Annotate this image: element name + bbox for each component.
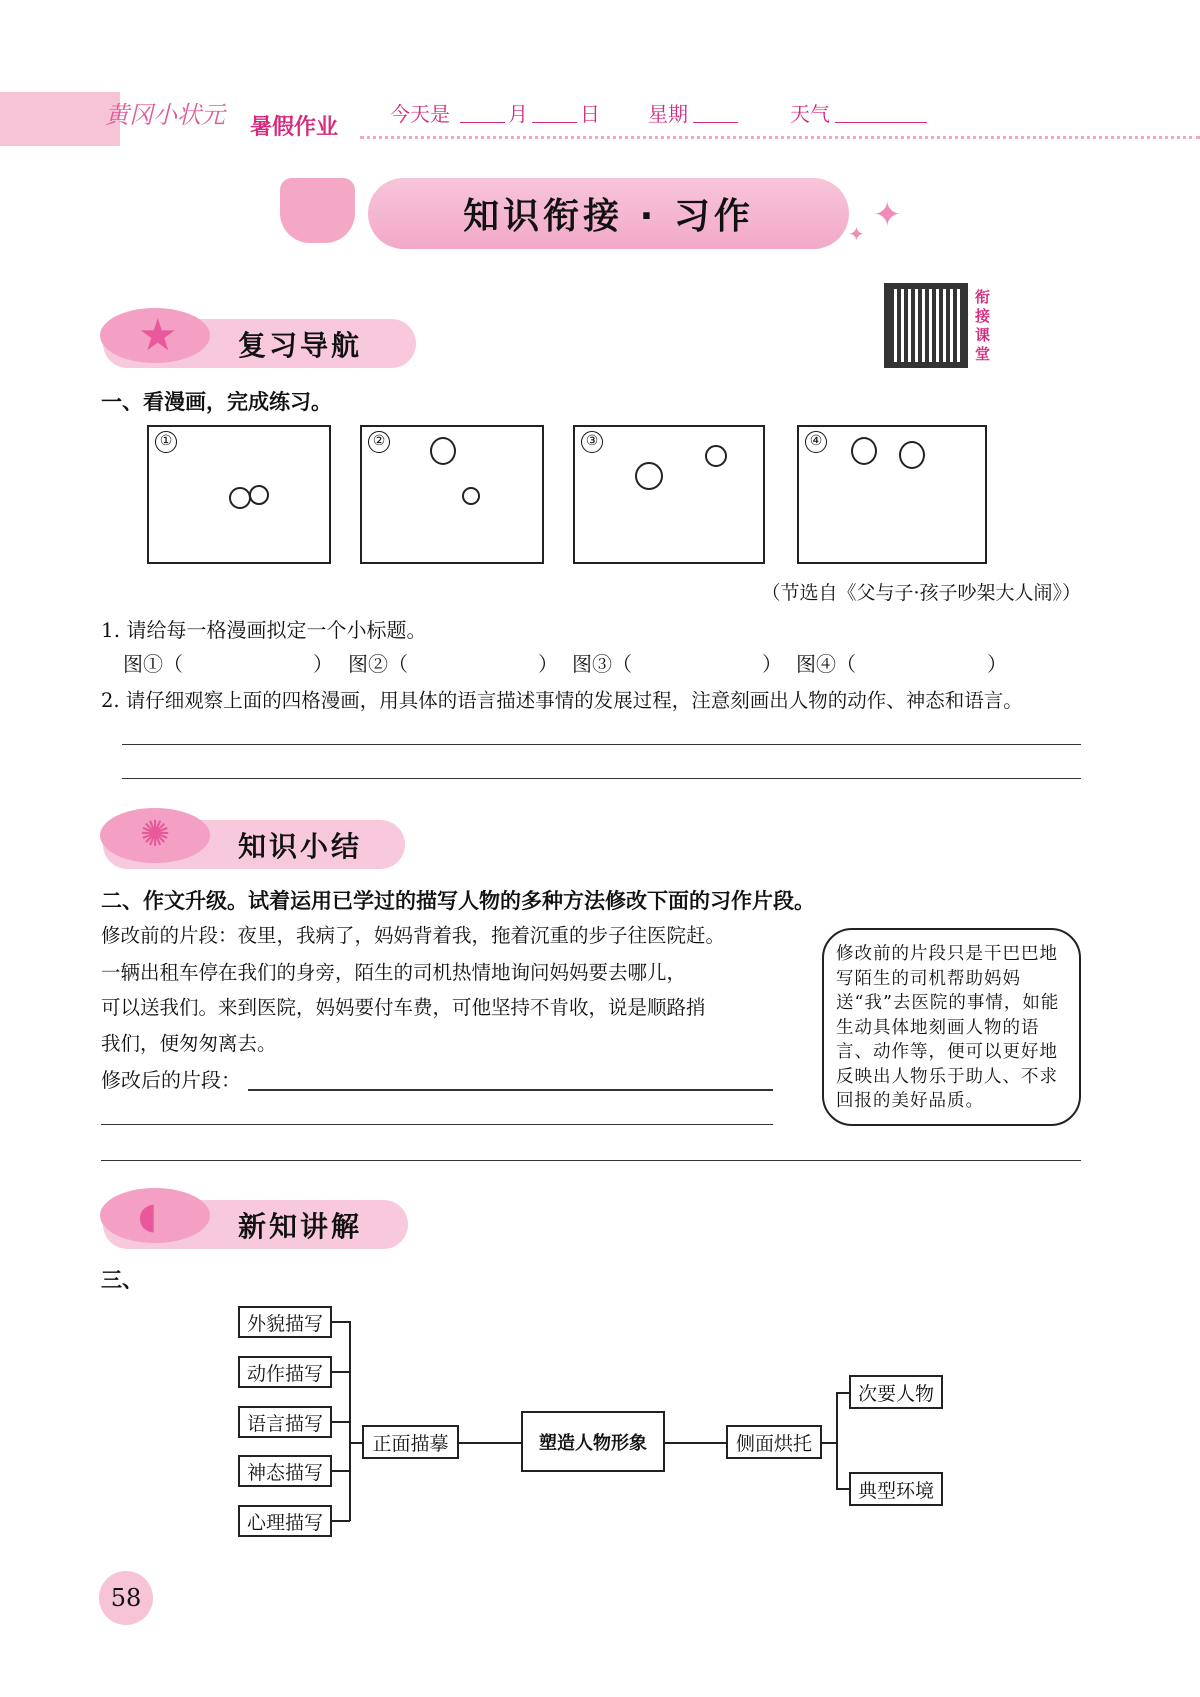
- answer-line[interactable]: [101, 1124, 773, 1125]
- page-number: 58: [99, 1571, 153, 1625]
- panel-number: ②: [368, 431, 390, 453]
- method-box: 心理描写: [238, 1505, 332, 1537]
- weekday-blank[interactable]: [693, 122, 738, 123]
- section-summary: 知识小结: [103, 820, 405, 869]
- direct-box: 正面描摹: [362, 1425, 459, 1459]
- part3-heading: 三、: [101, 1268, 143, 1292]
- crab-icon: ✺: [100, 808, 210, 863]
- date-today-label: 今天是: [390, 102, 450, 126]
- panel-number: ①: [155, 431, 177, 453]
- part2-heading: 二、作文升级。试着运用已学过的描写人物的多种方法修改下面的习作片段。: [101, 889, 815, 913]
- weekday-label: 星期: [648, 102, 688, 126]
- method-box: 外貌描写: [238, 1306, 332, 1338]
- panel-number: ③: [581, 431, 603, 453]
- before-line: 我们，便匆匆离去。: [101, 1032, 277, 1055]
- sparkle-icon: ✦: [873, 195, 902, 235]
- side-box: 典型环境: [849, 1472, 943, 1506]
- fig2-close: ）: [538, 652, 558, 676]
- comic-panel-1: [147, 425, 331, 564]
- month-blank[interactable]: [460, 122, 505, 123]
- header-band: [0, 92, 120, 146]
- section-new: 新知讲解: [103, 1200, 408, 1249]
- answer-line[interactable]: [122, 778, 1081, 779]
- page-title: 知识衔接 · 习作: [368, 178, 849, 249]
- ship-icon: [280, 178, 355, 243]
- answer-line[interactable]: [248, 1089, 773, 1091]
- before-line: 修改前的片段：夜里，我病了，妈妈背着我，拖着沉重的步子往医院赶。: [101, 924, 726, 947]
- weather-blank[interactable]: [835, 122, 927, 123]
- section-review: 复习导航: [103, 319, 416, 368]
- qr-code[interactable]: [884, 283, 968, 368]
- part1-heading: 一、看漫画，完成练习。: [101, 390, 332, 414]
- method-box: 神态描写: [238, 1455, 332, 1487]
- answer-line[interactable]: [122, 744, 1081, 745]
- fig4-close: ）: [987, 652, 1007, 676]
- qr-label: 衔接课堂: [975, 288, 991, 363]
- method-box: 语言描写: [238, 1406, 332, 1438]
- fig4-open: 图④（: [796, 652, 856, 676]
- side-box: 次要人物: [849, 1375, 943, 1409]
- day-blank[interactable]: [532, 122, 577, 123]
- fig3-close: ）: [762, 652, 782, 676]
- comic-panel-3: [573, 425, 765, 564]
- before-line: 一辆出租车停在我们的身旁，陌生的司机热情地询问妈妈要去哪儿，: [101, 961, 687, 984]
- method-box: 动作描写: [238, 1356, 332, 1388]
- weather-label: 天气: [790, 102, 830, 126]
- fig1-open: 图①（: [123, 652, 183, 676]
- sparkle-icon: ✦: [848, 222, 865, 246]
- starfish-icon: ★: [100, 308, 210, 363]
- indirect-box: 侧面烘托: [726, 1425, 822, 1459]
- comic-panel-4: [797, 425, 987, 564]
- month-label: 月: [508, 102, 528, 126]
- after-label: 修改后的片段：: [101, 1068, 241, 1092]
- question-1: 1. 请给每一格漫画拟定一个小标题。: [101, 618, 427, 642]
- question-2: 2. 请仔细观察上面的四格漫画，用具体的语言描述事情的发展过程，注意刻画出人物的动作、神态和语言。: [101, 689, 1023, 712]
- fig1-close: ）: [313, 652, 333, 676]
- whale-icon: ◖: [100, 1188, 210, 1243]
- fig3-open: 图③（: [572, 652, 632, 676]
- before-line: 可以送我们。来到医院，妈妈要付车费，可他坚持不肯收，说是顺路捎: [101, 996, 706, 1019]
- fig2-open: 图②（: [348, 652, 408, 676]
- series-label: 暑假作业: [250, 115, 339, 140]
- panel-number: ④: [805, 431, 827, 453]
- comic-panel-2: [360, 425, 544, 564]
- header-divider: [360, 136, 1200, 139]
- answer-line[interactable]: [101, 1160, 1081, 1161]
- center-box: 塑造人物形象: [521, 1411, 665, 1472]
- day-label: 日: [580, 102, 600, 126]
- brand-logo: 黄冈小状元: [105, 101, 225, 129]
- comic-source: （节选自《父与子·孩子吵架大人闹》）: [761, 582, 1081, 604]
- tip-bubble: 修改前的片段只是干巴巴地写陌生的司机帮助妈妈送“我”去医院的事情，如能生动具体地刻画人物的语言、动作等，便可以更好地反映出人物乐于助人、不求回报的美好品质。: [822, 928, 1081, 1126]
